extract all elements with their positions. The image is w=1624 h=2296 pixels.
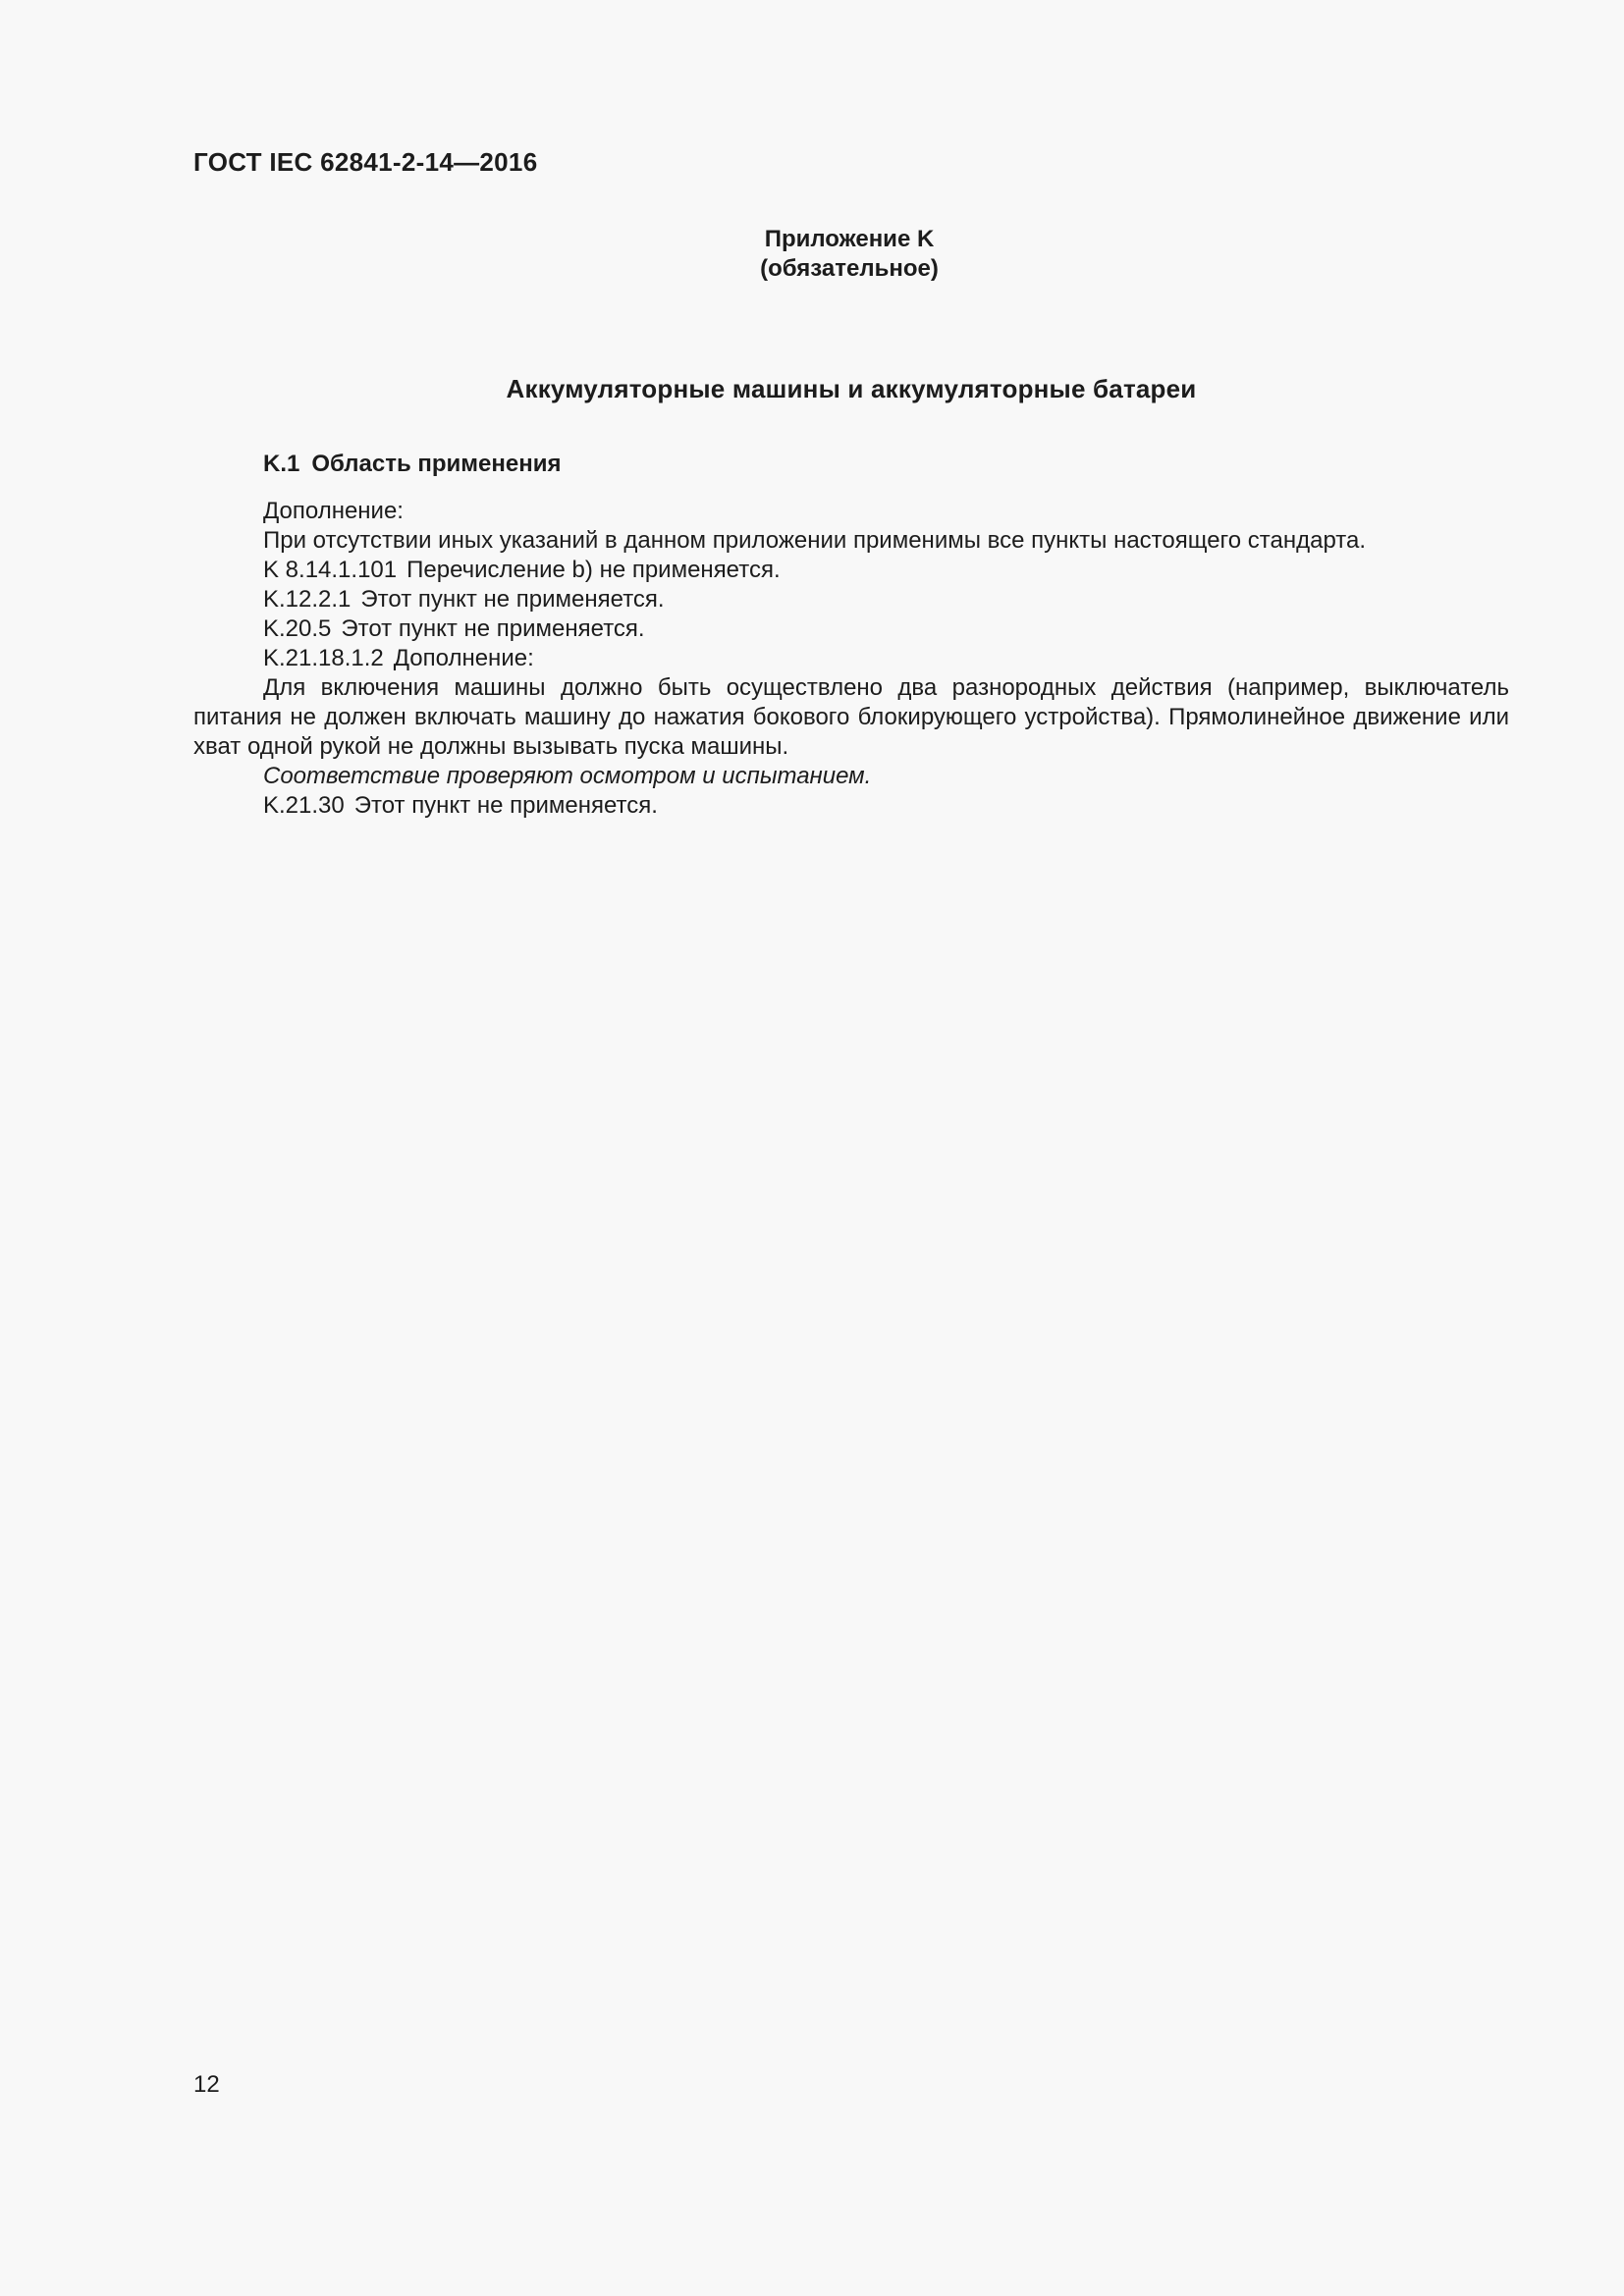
appendix-heading <box>609 225 1090 284</box>
section-heading <box>263 451 561 478</box>
section-title: Область применения <box>311 451 562 477</box>
appendix-title: Аккумуляторные машины и аккумуляторные батареи <box>506 374 1197 403</box>
clause-text: Этот пункт не применяется. <box>353 792 658 819</box>
clause-number: K.21.18.1.2 <box>263 645 384 671</box>
section-body <box>193 497 1509 821</box>
clause-number: K.21.30 <box>263 792 345 819</box>
clause-number: K.12.2.1 <box>263 586 352 613</box>
clause-8-14-1-101 <box>193 556 1509 585</box>
paragraph-compliance: Соответствие проверяют осмотром и испытанием. <box>263 763 872 789</box>
clause-number: K.20.5 <box>263 615 332 642</box>
document-code-header: ГОСТ IEC 62841-2-14—2016 <box>193 147 538 177</box>
clause-21-18-1-2 <box>193 644 1509 673</box>
clause-21-30 <box>193 791 1509 821</box>
clause-text: Этот пункт не применяется. <box>360 586 665 613</box>
section-number: K.1 <box>263 451 300 477</box>
appendix-label: Приложение K <box>764 226 935 252</box>
clause-12-2-1 <box>193 585 1509 614</box>
clause-text: Перечисление b) не применяется. <box>406 557 781 583</box>
appendix-status: (обязательное) <box>760 255 939 282</box>
paragraph-applicability: При отсутствии иных указаний в данном приложении применимы все пункты настоящего стандарта. <box>263 527 1367 554</box>
clause-20-5 <box>193 614 1509 644</box>
page-number: 12 <box>193 2071 220 2098</box>
clause-text: Дополнение: <box>393 645 534 671</box>
clause-number: K 8.14.1.101 <box>263 557 398 583</box>
paragraph-addition: Дополнение: <box>263 498 404 524</box>
paragraph-switch-requirement: Для включения машины должно быть осуществлено два разнородных действия (например, выключатель питания не должен включать машину до нажатия бокового блокирующего устройства). Прямолинейное движение или хват одной рукой не должны вызывать пуска машины. <box>193 674 1509 760</box>
clause-text: Этот пункт не применяется. <box>341 615 645 642</box>
